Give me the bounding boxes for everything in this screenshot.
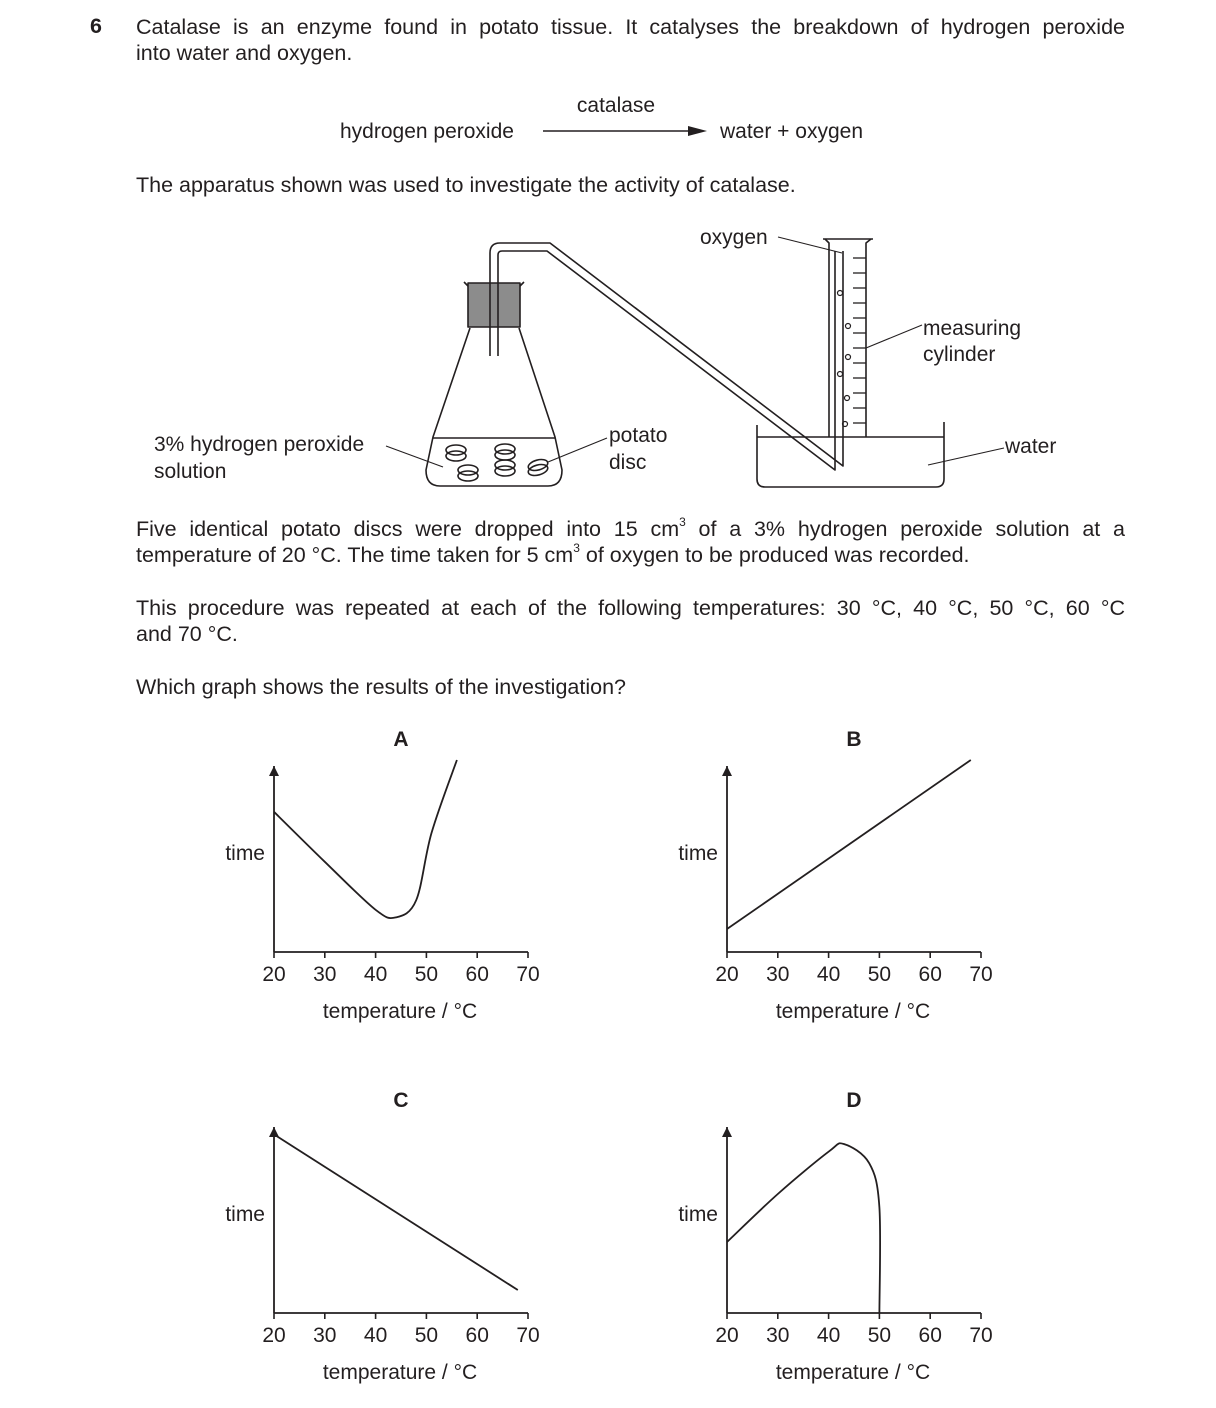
x-tick-label: 20 [262,963,286,986]
apparatus-diagram [386,237,1004,487]
question-prompt: Which graph shows the results of the investigation? [136,675,626,699]
label-potato: potato [609,424,668,447]
repeat-line-1: This procedure was repeated at each of the following temperatures: 30 °C, 40 °C, 50 °C, 60 °C [136,596,1125,620]
x-tick-label: 70 [969,963,993,986]
x-tick-label: 70 [516,1324,540,1347]
intro-line-1: Catalase is an enzyme found in potato tissue. It catalyses the breakdown of hydrogen peroxide [136,15,1125,39]
x-tick-label: 60 [465,1324,489,1347]
label-disc: disc [609,451,647,474]
procedure-line-2a: temperature of 20 °C. The time taken for 5 cm [136,543,574,567]
series-line [727,1143,880,1313]
label-water: water [1005,435,1057,458]
procedure-line-1a: Five identical potato discs were dropped into 15 cm [136,517,680,541]
x-tick-label: 50 [867,1324,892,1347]
repeat-line-2: and 70 °C. [136,622,238,646]
x-axis-label: temperature / °C [775,1361,931,1384]
x-tick-label: 50 [414,1324,439,1347]
series-line [274,760,457,918]
apparatus-intro: The apparatus shown was used to investigate the activity of catalase. [136,173,796,197]
label-measuring: measuring [923,317,1022,340]
x-tick-label: 70 [516,963,540,986]
measuring-cylinder [825,239,871,437]
y-axis-label: time [225,842,265,865]
word-equation [340,94,863,143]
procedure-line-2b: of oxygen to be produced was recorded. [579,543,970,567]
x-tick-label: 40 [363,1324,388,1347]
cylinder-graduations [853,258,866,423]
x-tick-label: 60 [918,1324,942,1347]
graph-c [225,1089,539,1384]
equation-products: water + oxygen [720,120,864,143]
x-tick-label: 30 [766,1324,790,1347]
graph-a [225,728,539,1023]
x-tick-label: 30 [313,963,337,986]
graph-title: A [393,728,409,751]
conical-flask [426,328,562,486]
answer-graphs [225,728,992,1384]
series-line [274,1134,518,1290]
procedure-line-1b: of a 3% hydrogen peroxide solution at a [685,517,1125,541]
x-axis-label: temperature / °C [322,1361,478,1384]
oxygen-bubbles [838,291,851,427]
label-cylinder: cylinder [923,343,996,366]
graph-title: C [393,1089,409,1112]
superscript-3: 3 [679,515,686,529]
graph-title: D [846,1089,862,1112]
x-tick-label: 20 [262,1324,286,1347]
graph-d [678,1089,992,1384]
x-axis-label: temperature / °C [775,1000,931,1023]
label-solution-1: 3% hydrogen peroxide [154,433,365,456]
y-axis-label: time [225,1203,265,1226]
x-tick-label: 70 [969,1324,993,1347]
potato-discs [446,444,549,481]
x-tick-label: 30 [313,1324,337,1347]
superscript-3: 3 [573,541,580,555]
x-tick-label: 60 [918,963,942,986]
x-tick-label: 50 [414,963,439,986]
x-tick-label: 30 [766,963,790,986]
y-axis-label: time [678,842,718,865]
graph-b [678,728,992,1023]
y-axis-label: time [678,1203,718,1226]
question-number: 6 [90,14,102,38]
x-axis-label: temperature / °C [322,1000,478,1023]
equation-enzyme: catalase [576,94,656,117]
graph-title: B [846,728,862,751]
reaction-arrow-head [688,126,707,136]
label-solution-2: solution [154,460,227,483]
rubber-bung [468,283,520,327]
intro-line-2: into water and oxygen. [136,41,353,65]
x-tick-label: 40 [363,963,388,986]
x-tick-label: 20 [715,1324,739,1347]
equation-reactant: hydrogen peroxide [340,120,514,143]
label-leaders [386,237,1004,467]
x-tick-label: 40 [816,963,841,986]
x-tick-label: 40 [816,1324,841,1347]
x-tick-label: 60 [465,963,489,986]
x-tick-label: 50 [867,963,892,986]
label-oxygen: oxygen [700,226,768,249]
series-line [727,760,971,929]
x-tick-label: 20 [715,963,739,986]
